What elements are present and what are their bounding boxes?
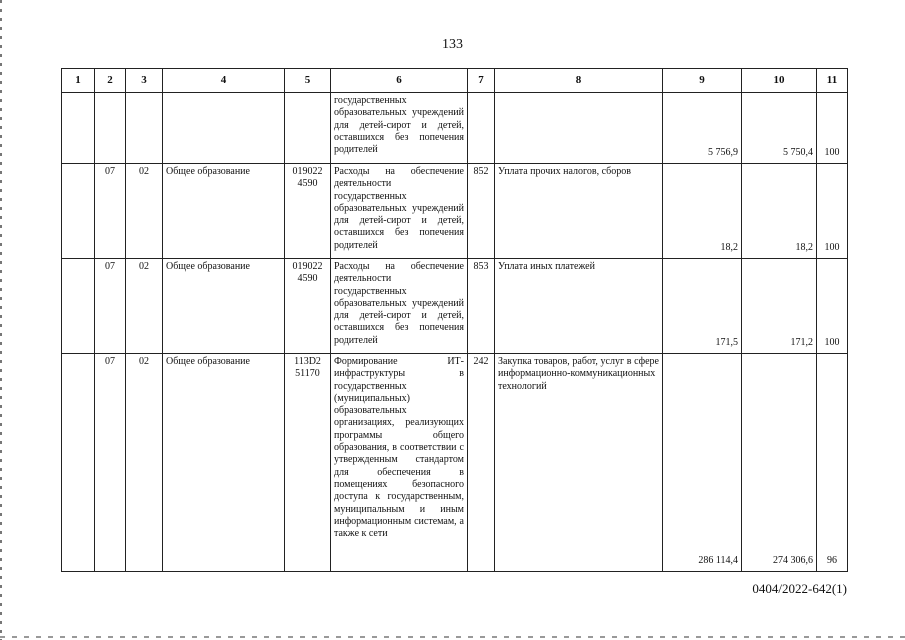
col-header-4: 4 [163, 69, 285, 93]
col-header-6: 6 [331, 69, 468, 93]
cell-expense-type-name: Закупка товаров, работ, услуг в сфере информационно-коммуникационных технологий [495, 354, 663, 572]
cell-expense-description: Расходы на обеспечение деятельности государственных образовательных учреждений для детей-сирот и детей, оставшихся без попечения родителей [331, 164, 468, 259]
cell-row-num [62, 164, 95, 259]
cell-percent: 100 [817, 259, 848, 354]
cell-plan-amount: 5 756,9 [663, 93, 742, 164]
col-header-7: 7 [468, 69, 495, 93]
target-code-part1: 113D2 [294, 356, 321, 367]
cell-expense-type-name: Уплата иных платежей [495, 259, 663, 354]
cell-target-code [285, 93, 331, 164]
cell-expense-description: Расходы на обеспечение деятельности государственных образовательных учреждений для детей-сирот и детей, оставшихся без попечения родителей [331, 259, 468, 354]
cell-section-name: Общее образование [163, 354, 285, 572]
cell-expense-type-code: 242 [468, 354, 495, 572]
col-header-9: 9 [663, 69, 742, 93]
table-row [62, 164, 848, 259]
col-header-3: 3 [126, 69, 163, 93]
table-row [62, 259, 848, 354]
scan-edge-bottom [0, 636, 905, 638]
cell-expense-description: государственных образовательных учреждений для детей-сирот и детей, оставшихся без попечения родителей [331, 93, 468, 164]
cell-expense-type-code: 852 [468, 164, 495, 259]
cell-row-num [62, 93, 95, 164]
cell-expense-type-name: Уплата прочих налогов, сборов [495, 164, 663, 259]
target-code-part2: 4590 [297, 178, 318, 190]
document-code: 0404/2022-642(1) [752, 581, 847, 596]
cell-section [95, 93, 126, 164]
cell-row-num [62, 259, 95, 354]
col-header-5: 5 [285, 69, 331, 93]
cell-percent: 100 [817, 164, 848, 259]
cell-subsection [126, 93, 163, 164]
col-header-2: 2 [95, 69, 126, 93]
cell-plan-amount: 286 114,4 [663, 354, 742, 572]
cell-section: 07 [95, 354, 126, 572]
cell-expense-description: Формирование ИТ-инфраструктуры в государственных (муниципальных) образовательных организациях, реализующих программы общего образования, в соответствии с утвержденным стандартом для обеспечения в помещениях безопасного доступа к государственным, муниципальным и иным информационным системам, а также к сети [331, 354, 468, 572]
target-code-part2: 4590 [297, 273, 318, 285]
cell-section: 07 [95, 259, 126, 354]
col-header-11: 11 [817, 69, 848, 93]
cell-target-code [285, 259, 331, 354]
cell-plan-amount: 171,5 [663, 259, 742, 354]
cell-target-code [285, 164, 331, 259]
scan-edge-left [0, 0, 2, 640]
cell-subsection: 02 [126, 164, 163, 259]
cell-subsection: 02 [126, 259, 163, 354]
col-header-10: 10 [742, 69, 817, 93]
target-code-part1: 019022 [292, 166, 323, 177]
table-row [62, 93, 848, 164]
cell-expense-type-name [495, 93, 663, 164]
col-header-8: 8 [495, 69, 663, 93]
cell-plan-amount: 18,2 [663, 164, 742, 259]
cell-section-name: Общее образование [163, 259, 285, 354]
budget-table [61, 68, 848, 572]
cell-expense-type-code: 853 [468, 259, 495, 354]
cell-expense-type-code [468, 93, 495, 164]
col-header-1: 1 [62, 69, 95, 93]
cell-percent: 96 [817, 354, 848, 572]
cell-subsection: 02 [126, 354, 163, 572]
header-row [62, 69, 848, 93]
cell-target-code [285, 354, 331, 572]
target-code-part2: 51170 [295, 368, 320, 380]
page-number: 133 [442, 37, 463, 52]
cell-actual-amount: 5 750,4 [742, 93, 817, 164]
cell-actual-amount: 18,2 [742, 164, 817, 259]
cell-section: 07 [95, 164, 126, 259]
cell-actual-amount: 274 306,6 [742, 354, 817, 572]
cell-actual-amount: 171,2 [742, 259, 817, 354]
target-code-part1: 019022 [292, 261, 323, 272]
cell-section-name [163, 93, 285, 164]
cell-percent: 100 [817, 93, 848, 164]
table-row [62, 354, 848, 572]
cell-row-num [62, 354, 95, 572]
cell-section-name: Общее образование [163, 164, 285, 259]
